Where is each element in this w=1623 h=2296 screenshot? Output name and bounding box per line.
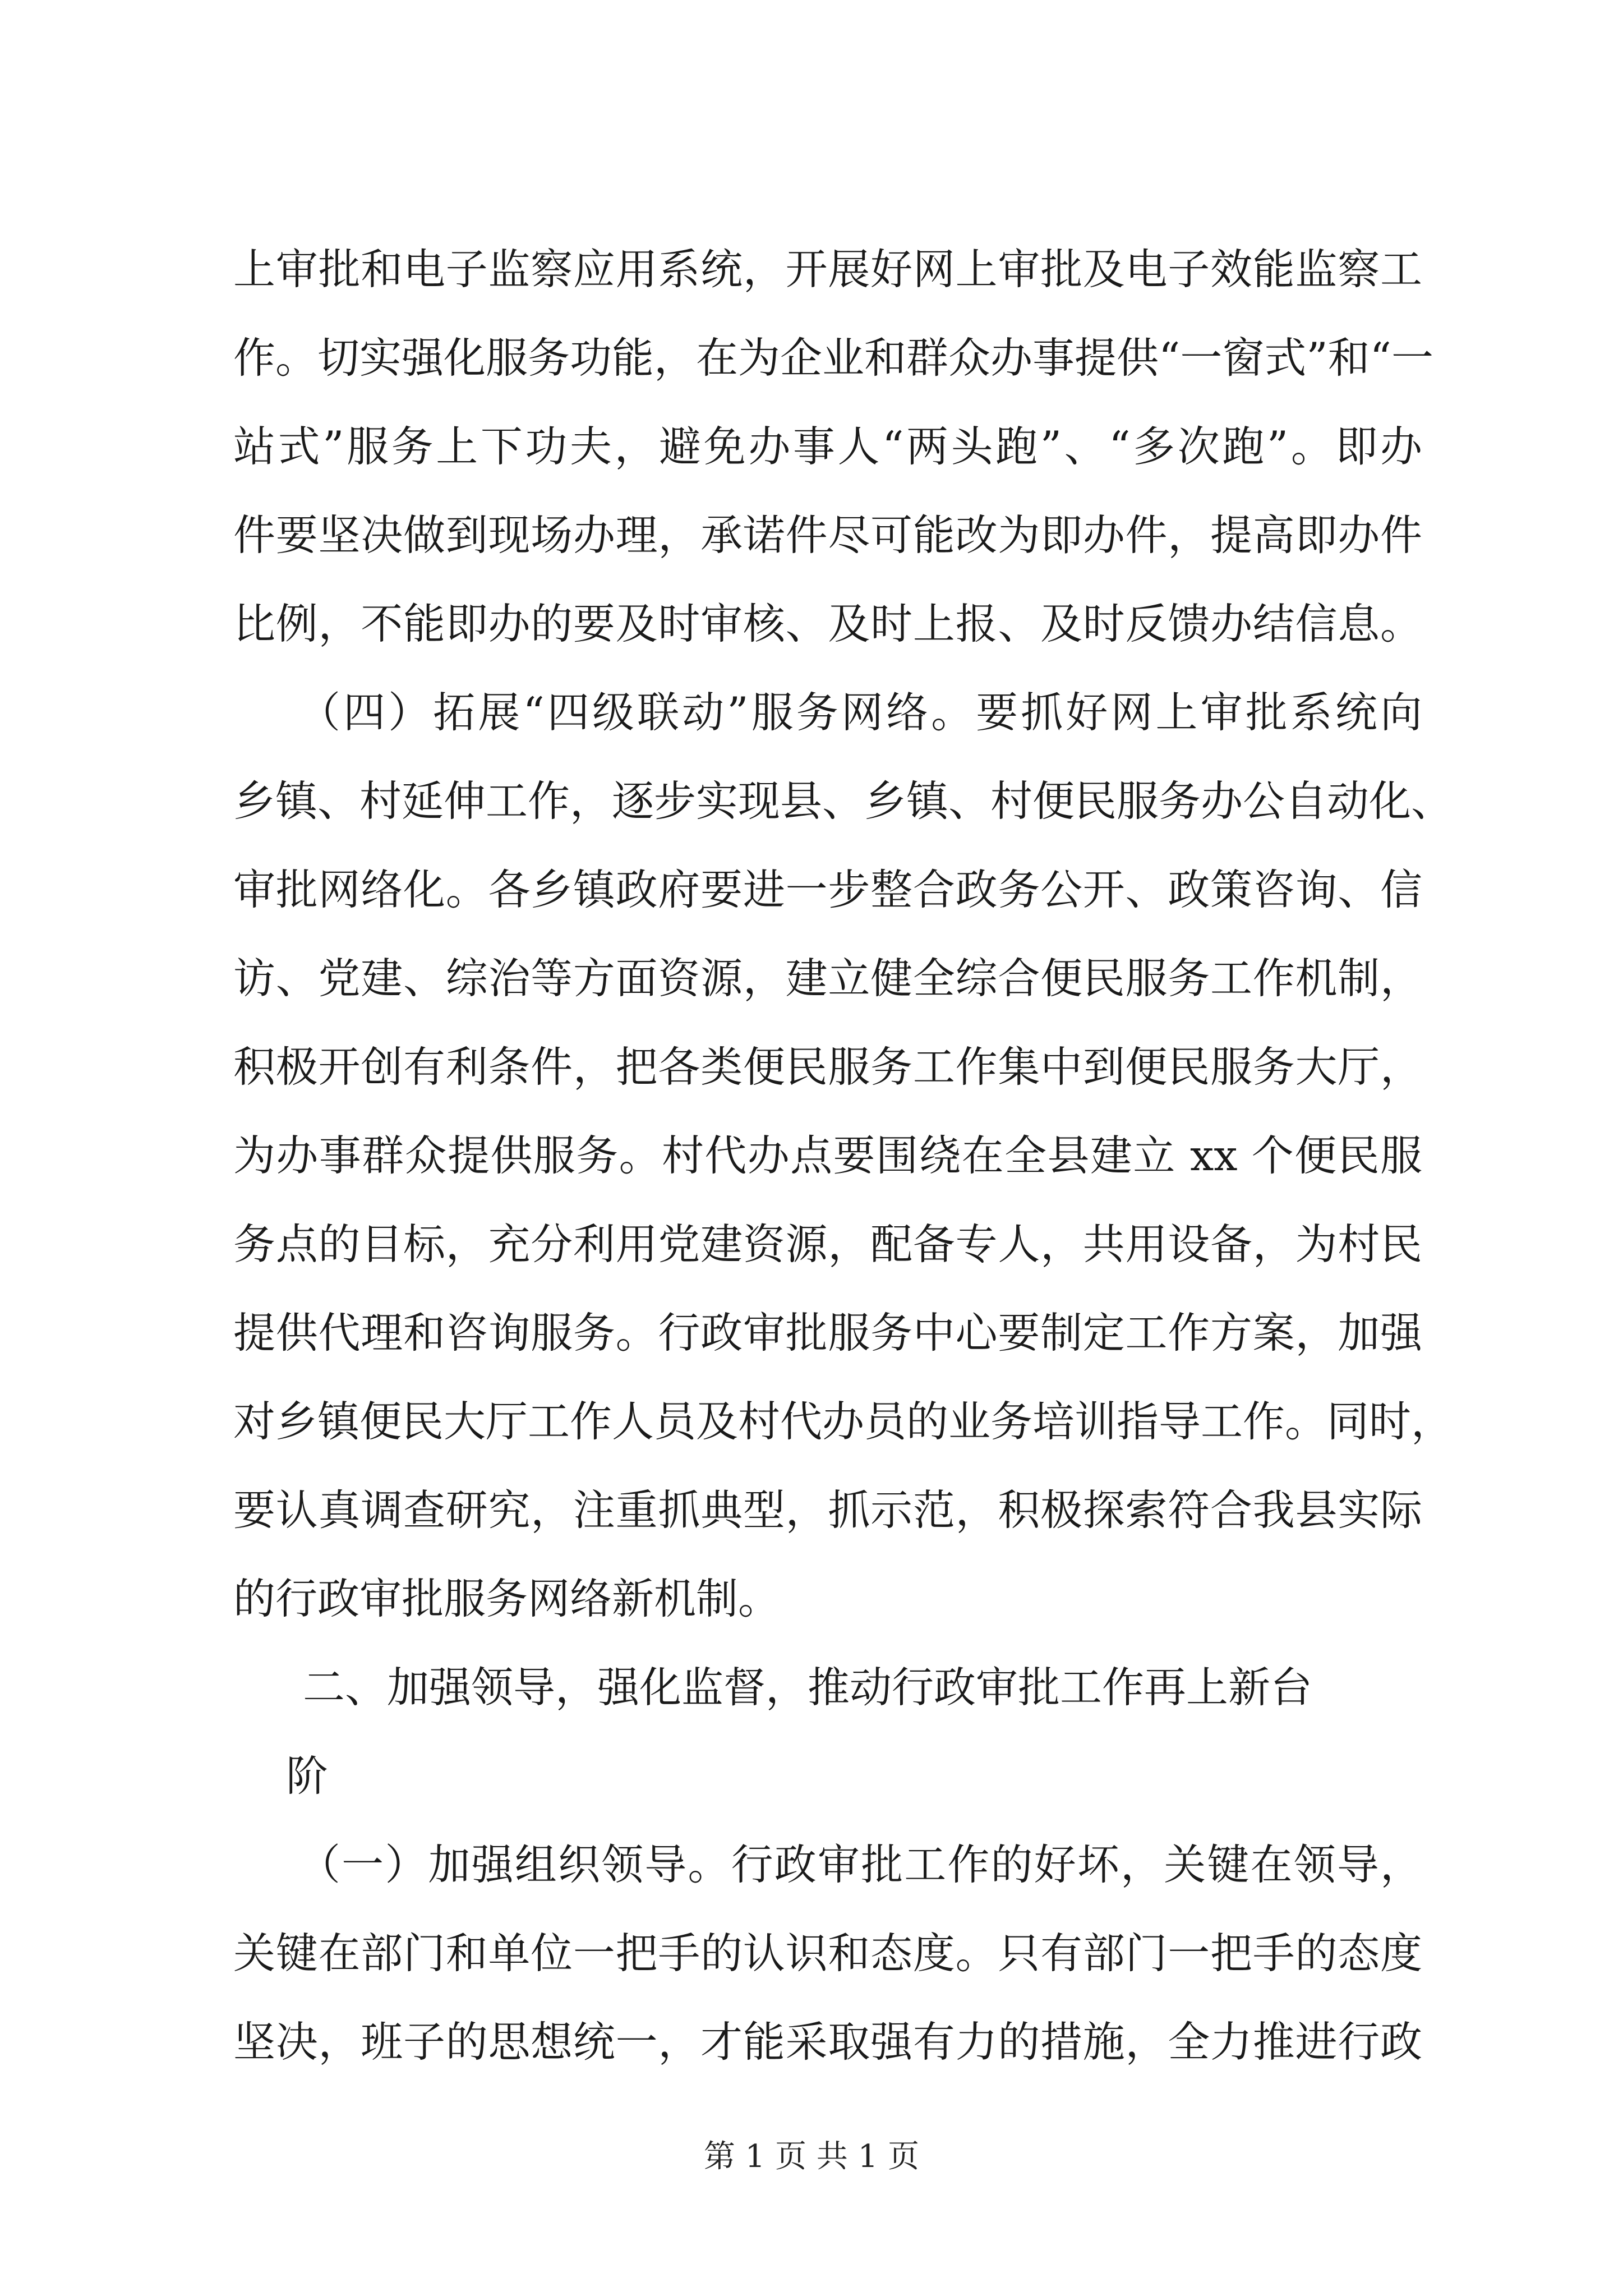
section-heading-continuation: 阶 (286, 1751, 329, 1801)
paragraph-line: 件要坚决做到现场办理，承诺件尽可能改为即办件，提高即办件 (233, 510, 1422, 560)
paragraph-line: 对乡镇便民大厅工作人员及村代办员的业务培训指导工作。同时， (233, 1397, 1454, 1446)
paragraph-line: （一）加强组织领导。行政审批工作的好坏，关键在领导， (298, 1840, 1422, 1889)
paragraph-line: 站式”服务上下功夫，避免办事人“两头跑”、“多次跑”。即办 (233, 422, 1422, 471)
paragraph-line: 提供代理和咨询服务。行政审批服务中心要制定工作方案，加强 (233, 1308, 1422, 1358)
paragraph-line: 积极开创有利条件，把各类便民服务工作集中到便民服务大厅， (233, 1042, 1422, 1092)
paragraph-line: 审批网络化。各乡镇政府要进一步整合政务公开、政策咨询、信 (233, 865, 1422, 914)
paragraph-line: （四）拓展“四级联动”服务网络。要抓好网上审批系统向 (298, 688, 1422, 737)
paragraph-line: 上审批和电子监察应用系统，开展好网上审批及电子效能监察工 (233, 245, 1422, 294)
paragraph-line: 的行政审批服务网络新机制。 (233, 1574, 781, 1623)
paragraph-line: 关键在部门和单位一把手的认识和态度。只有部门一把手的态度 (233, 1929, 1422, 1978)
paragraph-line: 访、党建、综治等方面资源，建立健全综合便民服务工作机制， (233, 954, 1422, 1003)
paragraph-line: 为办事群众提供服务。村代办点要围绕在全县建立 xx 个便民服 (233, 1131, 1422, 1180)
page-footer: 第 1 页 共 1 页 (703, 2138, 920, 2175)
paragraph-line: 乡镇、村延伸工作，逐步实现县、乡镇、村便民服务办公自动化、 (233, 776, 1454, 826)
paragraph-line: 比例，不能即办的要及时审核、及时上报、及时反馈办结信息。 (233, 599, 1422, 648)
paragraph-line: 作。切实强化服务功能，在为企业和群众办事提供“一窗式”和“一 (233, 333, 1434, 383)
section-heading: 二、加强领导，强化监督，推动行政审批工作再上新台 (303, 1663, 1313, 1712)
paragraph-line: 坚决，班子的思想统一，才能采取强有力的措施，全力推进行政 (233, 2017, 1422, 2067)
paragraph-line: 务点的目标，充分利用党建资源，配备专人，共用设备，为村民 (233, 1220, 1422, 1269)
paragraph-line: 要认真调查研究，注重抓典型，抓示范，积极探索符合我县实际 (233, 1485, 1422, 1535)
